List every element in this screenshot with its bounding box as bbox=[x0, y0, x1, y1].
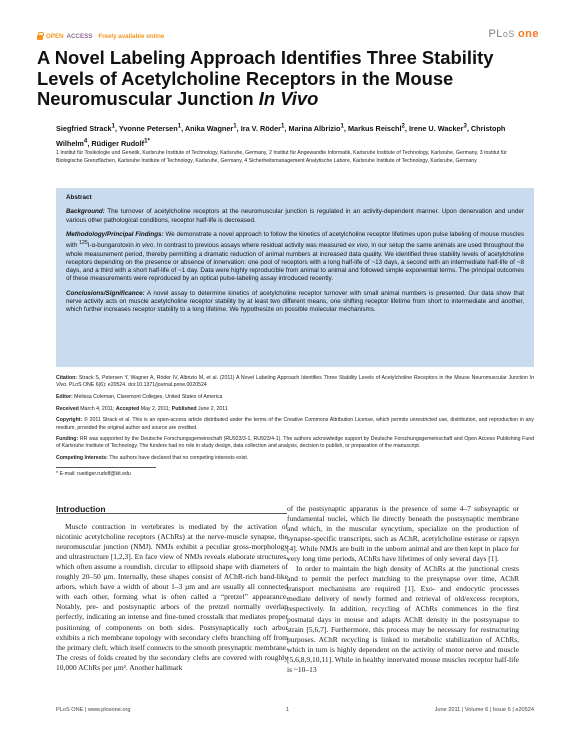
body-paragraph: Muscle contraction in vertebrates is mediated by the activation of nicotinic acetylcholine receptors (AChRs) at the nerve-muscle synapse, the neuromuscular junction (NMJ). NMJs exhibit a peculiar gross-morphology and ultrastructure [1,2,3]. En face view of NMJs reveals elaborate structures, which often assume a roundish, circular to ellipsoid shape with diameters of roughly 20–50 µm. Internally, these shapes consist of AChR-rich band-like arbors, which have a width of about 1–3 µm and are usually all connected with each other, forming what is often called a “pretzel” appearance. Notably, pre- and postsynaptic arbors of the pretzel normally overlap perfectly, indicating an intense and fine-tuned crosstalk that mediates proper positioning of components on both sides. Postsynaptically each arbor exhibits a rich membrane topology with secondary clefts branching off from the primary cleft, which itself connects to the smooth presynaptic membrane. The crests of folds created by the secondary clefts are covered with roughly 10,000 AChRs per µm². Another hallmark bbox=[56, 522, 288, 672]
author: Christoph Wilhelm$^4$, bbox=[56, 124, 506, 149]
oa-free-text: Freely available online bbox=[98, 32, 165, 40]
funding: Funding: RR was supported by the Deutsche Forschungsgemeinschaft (RU923/3-1, RU923/4-1). The authors acknowledge support by Deutsche Forschungsgemeinschaft and Open Access Publishing Fund of Karlsruhe Institute of Technology. The funders had no role in study design, data collection and analysis, decision to publish, or preparation of the manuscript. bbox=[56, 436, 534, 450]
affiliations: 1 Institut für Toxikologie und Genetik, Karlsruhe Institute of Technology, Karlsruhe, Germany, 2 Institut für Angewandte Informatik, Karlsruhe Institute of Technology, Karlsruhe, Germany, 3 Institut für Biologische Grenzflächen, Karlsruhe Institute of Technology, Karlsruhe, Germany, 4 Sicherheitsmanagement Analytische Labore, Karlsruhe Institute of Technology, Karlsruhe, Germany bbox=[56, 150, 507, 165]
abstract-box bbox=[56, 188, 534, 367]
introduction-heading: Introduction bbox=[56, 504, 106, 514]
open-access-badge bbox=[37, 32, 164, 40]
author: Yvonne Petersen$^1$, bbox=[118, 123, 185, 134]
footer-journal: PLoS ONE | www.plosone.org bbox=[56, 707, 131, 713]
page-number: 1 bbox=[286, 707, 290, 713]
logo-os: oS bbox=[502, 29, 515, 39]
footer-issue: June 2011 | Volume 6 | Issue 6 | e20524 bbox=[434, 707, 534, 713]
author: Rüdiger Rudolf$^{1*}$ bbox=[91, 137, 150, 149]
author: Irene U. Wacker$^3$, bbox=[408, 123, 471, 134]
open-lock-icon bbox=[37, 32, 43, 40]
copyright: Copyright: © 2011 Strack et al. This is an open-access article distributed under the terms of the Creative Commons Attribution License, which permits unrestricted use, distribution, and reproduction in any medium, provided the original author and source are credited. bbox=[56, 417, 534, 431]
competing-interests: Competing Interests: The authors have declared that no competing interests exist. bbox=[56, 455, 249, 462]
title-italic: In Vivo bbox=[258, 88, 319, 110]
author: Markus Reischl$^2$, bbox=[347, 123, 409, 134]
abstract-heading: Abstract bbox=[66, 194, 92, 201]
dates: Received March 4, 2011; Accepted May 2, 2011; Published June 2, 2011 bbox=[56, 405, 228, 412]
body-column-right bbox=[287, 504, 519, 675]
abstract-methods: Methodology/Principal Findings: We demonstrate a novel approach to follow the kinetics of acetylcholine receptor lifetimes upon pulse labeling of mouse muscles with $^{125}$I-α-bungarotoxin in vivo. In contrast to previous assays where residual activity was measured ex vivo, in our setup the same animals are used throughout the whole measurement period, thereby permitting a dramatic reduction of animal numbers at increased data quality. We identified three stability levels of acetylcholine receptors depending on the presence or absence of innervation: one pool of receptors with a long half-life of ~13 days, a second with an intermediate half-life of ~8 days, and a third with a short half-life of ~1 day. Data were highly reproducible from animal to animal and followed simple exponential terms. The principal outcomes of these measurements were reproduced by an optical pulse-labeling assay introduced recently. bbox=[66, 230, 525, 283]
author-list bbox=[56, 121, 526, 151]
body-paragraph: of the postsynaptic apparatus is the presence of some 4–7 subsynaptic or fundamental nuclei, which lie directly beneath the postsynaptic membrane and which, in the muscular syncytium, specialize on the production of synapse-specific transcripts, such as AChR, acetylcholine esterase or rapsyn [4]. While NMJs are built in the unborn animal and are then kept in place for very long time periods, AChRs have lifetimes of only several days [1]. bbox=[287, 504, 519, 564]
body-paragraph: In order to maintain the high density of AChRs at the junctional crests and to permit the perfect matching to the presynapse over time, AChR transport mechanisms are required [1]. Exo- and endocytic processes mediate delivery of newly formed and retrieval of old/excess receptors, respectively. In addition, recycling of AChRs commences in the first postnatal days in mouse and adapts AChR density in the postsynapse to strain [5,6,7]. Furthermore, this process may be necessary for restructuring purposes. AChR recycling is linked to metabolic stabilization of AChRs, which in turn is highly dependent on the activity of motor nerve and muscle [5,6,8,9,10,11]. While in healthy innervated mouse muscles receptor half-life is ~10–13 bbox=[287, 564, 519, 674]
oa-access-text: ACCESS bbox=[66, 32, 93, 40]
heading-rule bbox=[56, 513, 287, 514]
logo-one: one bbox=[517, 28, 539, 40]
plos-one-logo bbox=[488, 28, 539, 40]
author: Marina Albrizio$^1$, bbox=[288, 123, 348, 134]
title-main: A Novel Labeling Approach Identifies Three Stability Levels of Acetylcholine Receptors in the Mouse Neuromuscular Junction bbox=[37, 47, 494, 110]
abstract-conclusions: Conclusions/Significance: A novel assay to determine kinetics of acetylcholine receptor turnover with small animal numbers is presented. Our data show that nerve activity acts on muscle acetylcholine receptor stability by at least two different means, one shifting receptor lifetime from short to intermediate and another, which further increases receptor stability to a long lifetime. We hypothesize on possible molecular mechanisms. bbox=[66, 289, 524, 314]
article-title bbox=[37, 48, 537, 110]
article-metadata bbox=[56, 375, 534, 483]
author: Ira V. Röder$^1$, bbox=[240, 123, 289, 134]
author: Siegfried Strack$^1$, bbox=[56, 123, 119, 134]
editor: Editor: Melissa Coleman, Claremont Colleges, United States of America bbox=[56, 393, 223, 400]
author: Anika Wagner$^1$, bbox=[184, 123, 241, 134]
body-column-left bbox=[56, 499, 288, 673]
oa-open-text: OPEN bbox=[46, 32, 64, 40]
corresponding-email[interactable]: * E-mail: ruediger.rudolf@kit.edu bbox=[56, 470, 131, 477]
citation: Citation: Strack S, Petersen Y, Wagner A, Röder IV, Albrizio M, et al. (2011) A Novel Labeling Approach Identifies Three Stability Levels of Acetylcholine Receptors in the Mouse Neuromuscular Junction In Vivo. PLoS ONE 6(6): e20524. doi:10.1371/journal.pone.0020524 bbox=[56, 375, 534, 389]
logo-pl: PL bbox=[488, 28, 503, 40]
metadata-divider bbox=[56, 467, 156, 468]
abstract-background: Background: The turnover of acetylcholine receptors at the neuromuscular junction is regulated in an activity-dependent manner. Upon denervation and under various other pathological conditions, receptor half-life is decreased. bbox=[66, 208, 524, 224]
page-footer bbox=[56, 705, 534, 717]
